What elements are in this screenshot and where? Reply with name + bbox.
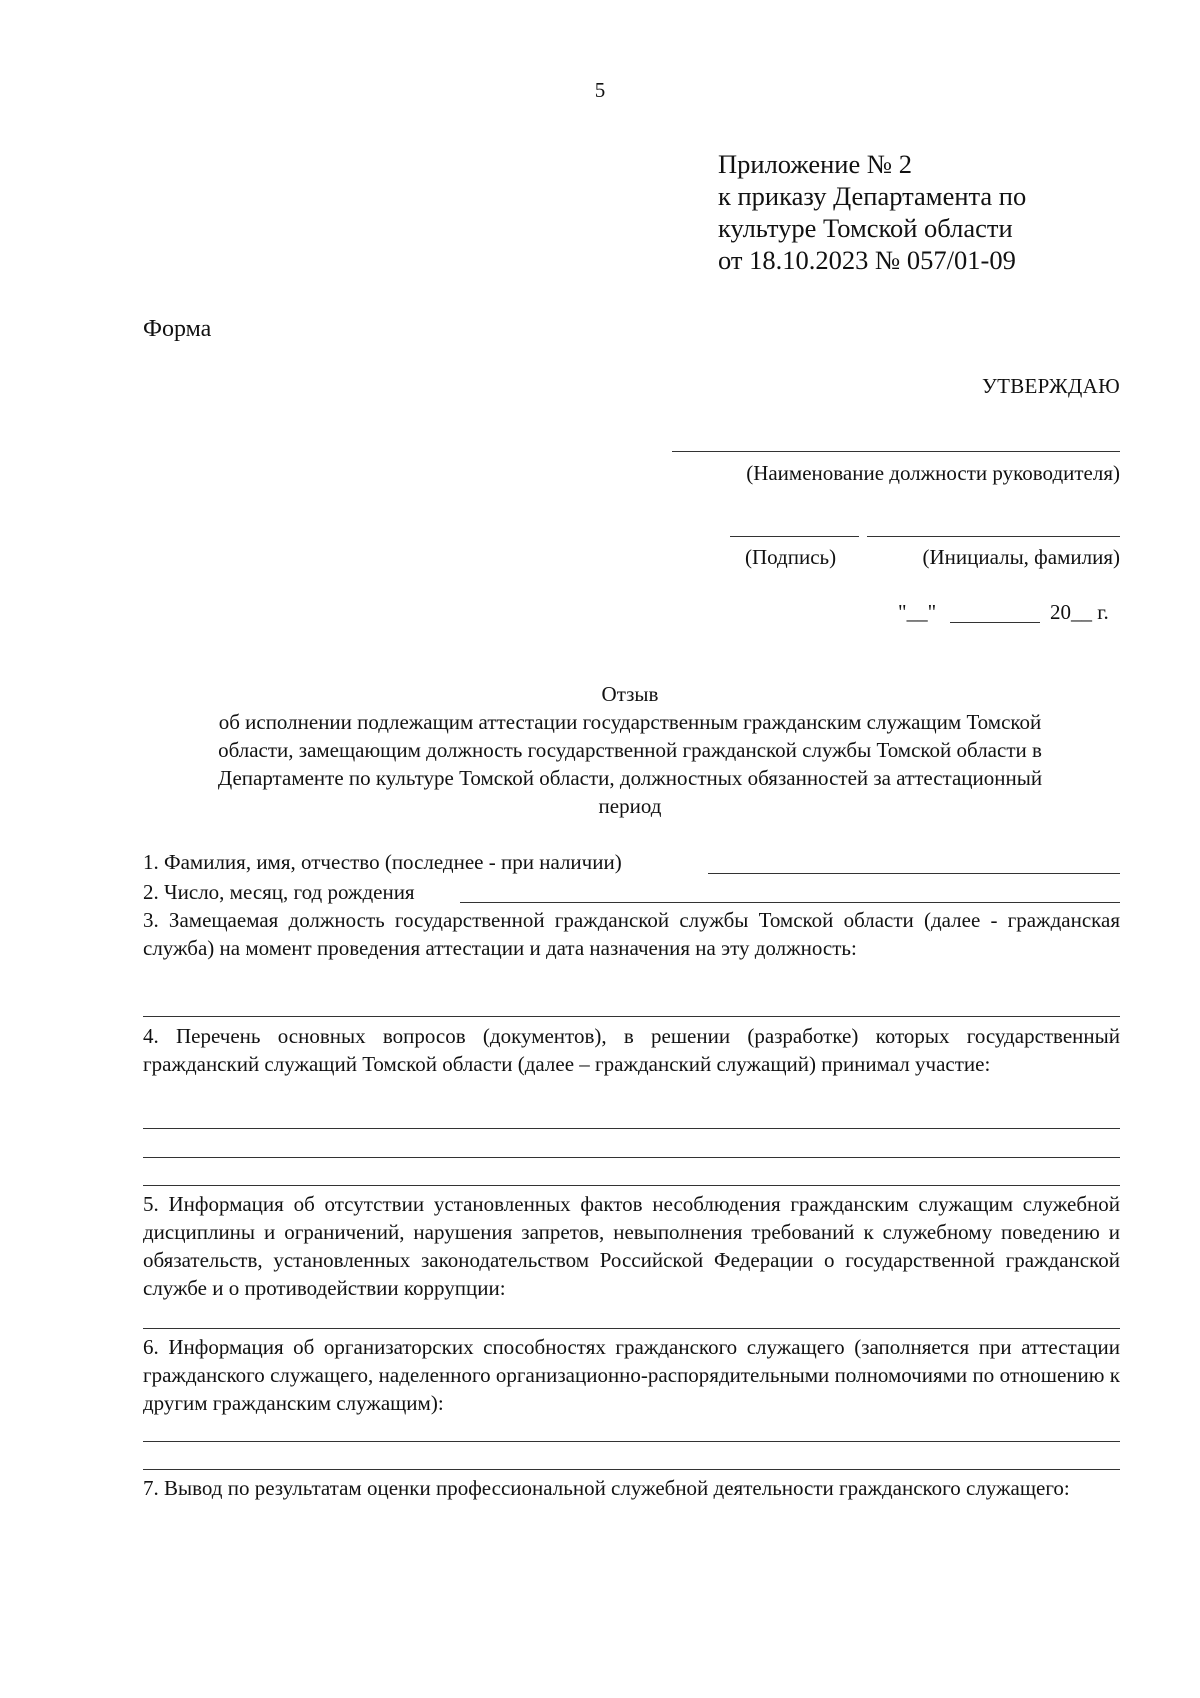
position-caption: (Наименование должности руководителя) bbox=[746, 461, 1120, 485]
name-caption: (Инициалы, фамилия) bbox=[922, 545, 1120, 569]
item-4-text: 4. Перечень основных вопросов (документов), в решении (разработке) которых государственный гражданский служащий Томской области (далее – гражданский служащий) принимал участие: bbox=[143, 1024, 1120, 1076]
title-line-5: период bbox=[598, 794, 662, 818]
item-5-fill-line[interactable] bbox=[143, 1328, 1120, 1329]
item-4-fill-line-3[interactable] bbox=[143, 1185, 1120, 1186]
title-line-2: об исполнении подлежащим аттестации государственным гражданским служащим Томской bbox=[218, 710, 1042, 734]
item-7-text: 7. Вывод по результатам оценки профессиональной служебной деятельности гражданского служащего: bbox=[143, 1476, 1070, 1500]
item-3-text: 3. Замещаемая должность государственной гражданской службы Томской области (далее - гражданская служба) на момент проведения аттестации и дата назначения на эту должность: bbox=[143, 908, 1120, 960]
date-month-line bbox=[950, 622, 1040, 623]
form-label: Форма bbox=[143, 316, 212, 342]
signature-caption: (Подпись) bbox=[745, 545, 837, 569]
appendix-line-1: Приложение № 2 bbox=[718, 149, 913, 179]
date-day: "__" bbox=[898, 600, 937, 624]
item-1-label: 1. Фамилия, имя, отчество (последнее - при наличии) bbox=[143, 850, 622, 874]
item-6-fill-line-1[interactable] bbox=[143, 1441, 1120, 1442]
signature-line bbox=[730, 536, 859, 537]
page-number: 5 bbox=[594, 78, 606, 102]
item-2-label: 2. Число, месяц, год рождения bbox=[143, 880, 415, 904]
item-2-fill-line[interactable] bbox=[460, 902, 1120, 903]
date-year: 20__ г. bbox=[1050, 600, 1109, 624]
appendix-line-3: культуре Томской области bbox=[718, 213, 1013, 243]
item-4-fill-line-1[interactable] bbox=[143, 1128, 1120, 1129]
approval-heading: УТВЕРЖДАЮ bbox=[981, 374, 1120, 398]
item-4-fill-line-2[interactable] bbox=[143, 1157, 1120, 1158]
appendix-line-2: к приказу Департамента по bbox=[718, 181, 1027, 211]
title-line-4: Департаменте по культуре Томской области, должностных обязанностей за аттестационный bbox=[217, 766, 1043, 790]
item-3-fill-line[interactable] bbox=[143, 1016, 1120, 1017]
title-line-3: области, замещающим должность государственной гражданской службы Томской области в bbox=[218, 738, 1042, 762]
document-title bbox=[140, 680, 1120, 820]
position-signature-line bbox=[672, 451, 1120, 452]
appendix-header bbox=[718, 148, 1026, 276]
name-line bbox=[867, 536, 1120, 537]
title-line-1: Отзыв bbox=[601, 682, 659, 706]
item-6-text: 6. Информация об организаторских способностях гражданского служащего (заполняется при аттестации гражданского служащего, наделенного организационно-распорядительными полномочиями по отношению к другим гражданским служащим): bbox=[143, 1335, 1120, 1415]
item-6-fill-line-2[interactable] bbox=[143, 1469, 1120, 1470]
appendix-line-4: от 18.10.2023 № 057/01-09 bbox=[718, 245, 1016, 275]
item-1-fill-line[interactable] bbox=[708, 873, 1120, 874]
item-5-text: 5. Информация об отсутствии установленных фактов несоблюдения гражданским служащим служебной дисциплины и ограничений, нарушения запретов, невыполнения требований к служебному поведению и обязательств, установленных законодательством Российской Федерации о государственной гражданской службе и о противодействии коррупции: bbox=[143, 1192, 1120, 1300]
